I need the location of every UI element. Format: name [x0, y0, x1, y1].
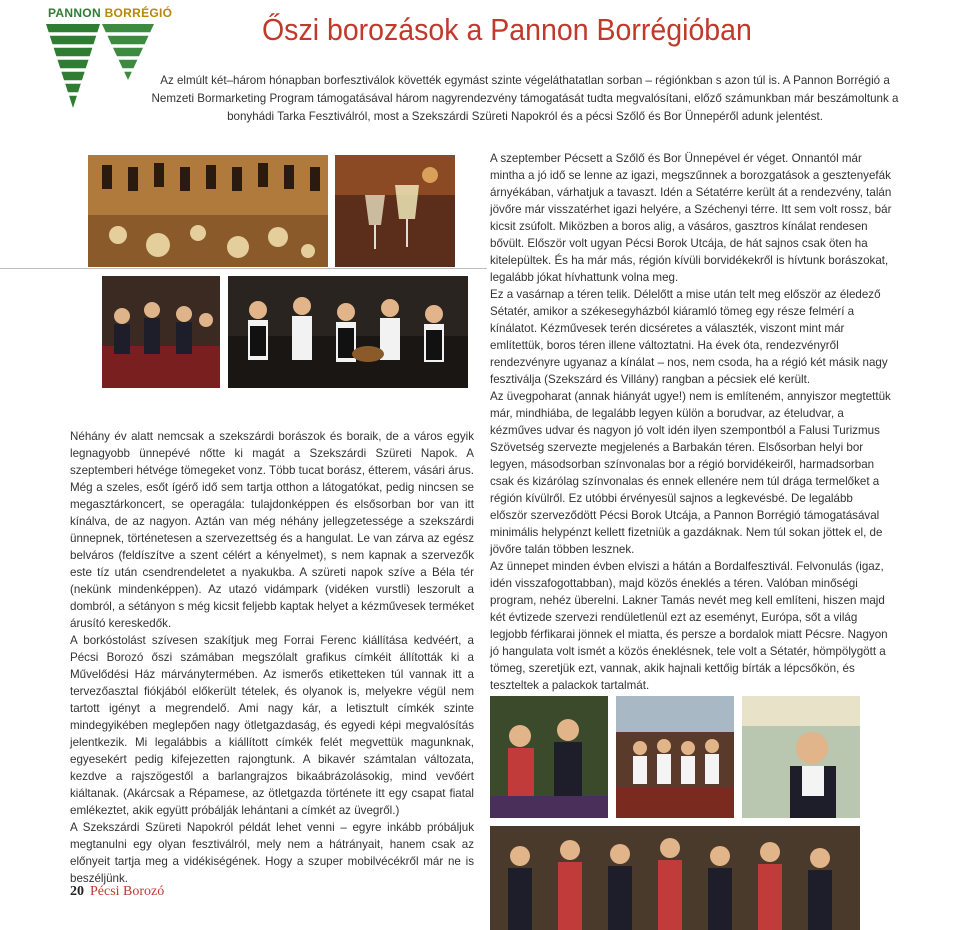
left-column-text [70, 428, 474, 887]
logo-wordmark [48, 6, 172, 20]
right-paragraph: Ez a vasárnap a téren telik. Délelőtt a mise után telt meg először az éledező Sétatér, amikor a székesegyházból kiáramló tömeg egy része felmérí a kínálatot. Kézművesek terén dicséretes a választék, viszont mint már említettük, boros téren illene változtatni. Ha évek óta, rendezvényről rendezvényre ugyanaz a kínálat – nos, nem csoda, ha a régió két másik nagy fesztiválja (Szekszárd és Villány) rangban a pécsiek elé került. [490, 288, 888, 386]
page-number: 20 [70, 884, 84, 899]
right-paragraph: A szeptember Pécsett a Szőlő és Bor Ünnepével ér véget. Onnantól már mintha a jó idő se lenne az igazi, megszűnnek a borozgatások a gesztenyefák árnyékában, várhatjuk a tavaszt. Idén a Sétatérre került át a rendezvény, talán jövőre már visszatérhet igazi helyére, a Széchenyi térre. Itt sem volt rossz, bár kicsit zsúfolt. Miközben a boros alig, a vásáros, gasztros kínálat rendesen bővült. Először volt ugyan Pécsi Borok Utcája, de hát sajnos csak öten ha kitelepültek. És ha már más, régión kívüli borvidékekről is hívtunk borászokat, legalább jókat hívhattunk volna meg. [490, 152, 892, 284]
photo-parade-crowd [490, 826, 860, 930]
photo-wine-bottles [88, 155, 328, 267]
photo-musicians [228, 276, 468, 388]
photo-festival-crowd [102, 276, 220, 388]
photo-stage-choir [616, 696, 734, 818]
left-paragraph: A borkóstolást szívesen szakítjuk meg Forrai Ferenc kiállítása kedvéért, a Pécsi Borozó őszi számában megszólalt grafikus címkéit állították ki a Művelődési Ház márványtermében. Az ismerős etiketteken túl vannak itt a tervezőasztal fiókjából előkerült tételek, és olyanok is, melyekre végül nem tartott igényt a megrendelő. Ami nagy kár, a letisztult címkék szinte mindegyikében meglepően nagy ötletgazdaság, és egyedi képi megvalósítás jelentkezik. Mi legalábbis a kiállított címkék felét megvettük magunknak, egyesekért pedig kifejezetten rajongtunk. A bikavér számtalan változata, kezdve a rajszögestől a barlangrajzos bikaábrázolásokig, mind vevőért kiáltanak. (Akárcsak a Répamese, az ötletgazda története itt egy csapat fiatal emlékeztet, akik együtt próbálják lehántani a címkét az üvegről.) [70, 634, 474, 817]
right-paragraph: Az üvegpoharat (annak hiányát ugye!) nem is említeném, annyiszor megtettük már, mindhiába, de legalább legyen külön a borudvar, az ételudvar, a kézműves udvar és nagyon jó volt idén ilyen szempontból a Falusi Turizmus Szövetség szervezte megjelenés a Barbakán téren. Elsősorban helyi bor legyen, másodsorban színvonalas bor a régió borvidékeiről, harmadsorban csak és kizárólag színvonalas és ennek ellenére nem túl drága termelőket a régión kívülről. Ez utóbbi érvényesül sajnos a legkevésbé. De legalább először szerveződött Pécsi Borok Utcája, a Pannon Borrégió támogatásával minimális helypénzt kellett fizetniük a gazdáknak. Nem túl sokan jöttek el, de jövőre talán többen lesznek. [490, 390, 891, 556]
photo-wine-glasses [335, 155, 455, 267]
right-column-text [490, 150, 892, 694]
logo-text-a: PANNON [48, 6, 101, 20]
logo-text-b: BORRÉGIÓ [104, 6, 173, 20]
right-paragraph: Az ünnepet minden évben elviszi a hátán a Bordalfesztivál. Felvonulás (igaz, idén visszafogottabban), majd közös éneklés a téren. Valóban minőségi program, nehéz überelni. Lakner Tamás nevét meg kell említeni, hiszen majd két évtizede szervezi rendületlenül ezt az eseményt, Európa, sőt a világ legjobb férfikarai jönnek el miatta, és persze a bordalok miatt Pécsre. Nagyon jó hangulata volt ismét a közös éneklésnek, tele volt a Sétatér, hömpölygött a tömeg, szeretjük ezt, vannak, akik hajnali kettőig bírták a lépcsőkön, és teszteltek a palackok tartalmát. [490, 560, 888, 692]
section-divider [0, 268, 487, 269]
left-paragraph: A Szekszárdi Szüreti Napokról példát lehet venni – egyre inkább próbáljuk megtanulni egy olyan fesztiválról, mely nem a hátrányait, hanem csak az előnyeit tartja meg a vidékiségének. Hogy a szuper mobilvécékről már ne is beszéljünk. [70, 821, 474, 885]
page-footer [70, 884, 164, 900]
photo-folk-singer [742, 696, 860, 818]
photo-singing-women [490, 696, 608, 818]
publication-name: Pécsi Borozó [90, 884, 165, 899]
article-lead: Az elmúlt két–három hónapban borfesztiválok követték egymást szinte végeláthatatlan sorban – régiónkban s azon túl is. A Pannon Borrégió a Nemzeti Bormarketing Program támogatásával három nagyrendezvény támogatását tudta megvalósítani, előző számunkban már beszámoltunk a bonyhádi Tarka Fesztiválról, most a Szekszárdi Szüreti Napokról és a pécsi Szőlő és Bor Ünnepéről adunk jelentést. [151, 74, 899, 123]
article-title: Őszi borozások a Pannon Borrégióban [262, 12, 752, 47]
left-paragraph: Néhány év alatt nemcsak a szekszárdi borászok és boraik, de a város egyik legnagyobb ünnepévé nőtte ki magát a Szekszárdi Szüreti Napok. A szeptemberi hétvége tömegeket vonz. Több tucat borász, étterem, vásári árus. Még a szeles, esőt ígérő idő sem tartja otthon a látogatókat, pedig nincsen se megasztárkoncert, se operagála: tulajdonképpen és elsősorban bor van itt kínálva, de az nagyon. Aztán van még néhány jellegzetessége a szekszárdi ünnepnek, történetesen a szervezettség és a hangulat. Le van zárva az egész belváros (feldíszítve a szent célért a kényelmet), s nem kapnak a szervezők este tíz után csendrendeletet a nyakukba. A szüreti napok szíve a Béla tér (nekünk mindenképpen). Az utazó vidámpark (vidéken vurstli) leszorult a dombról, a sétányon s még kicsit feljebb kaptak helyet a kézművesek terméket árusító kereskedők. [70, 430, 474, 630]
